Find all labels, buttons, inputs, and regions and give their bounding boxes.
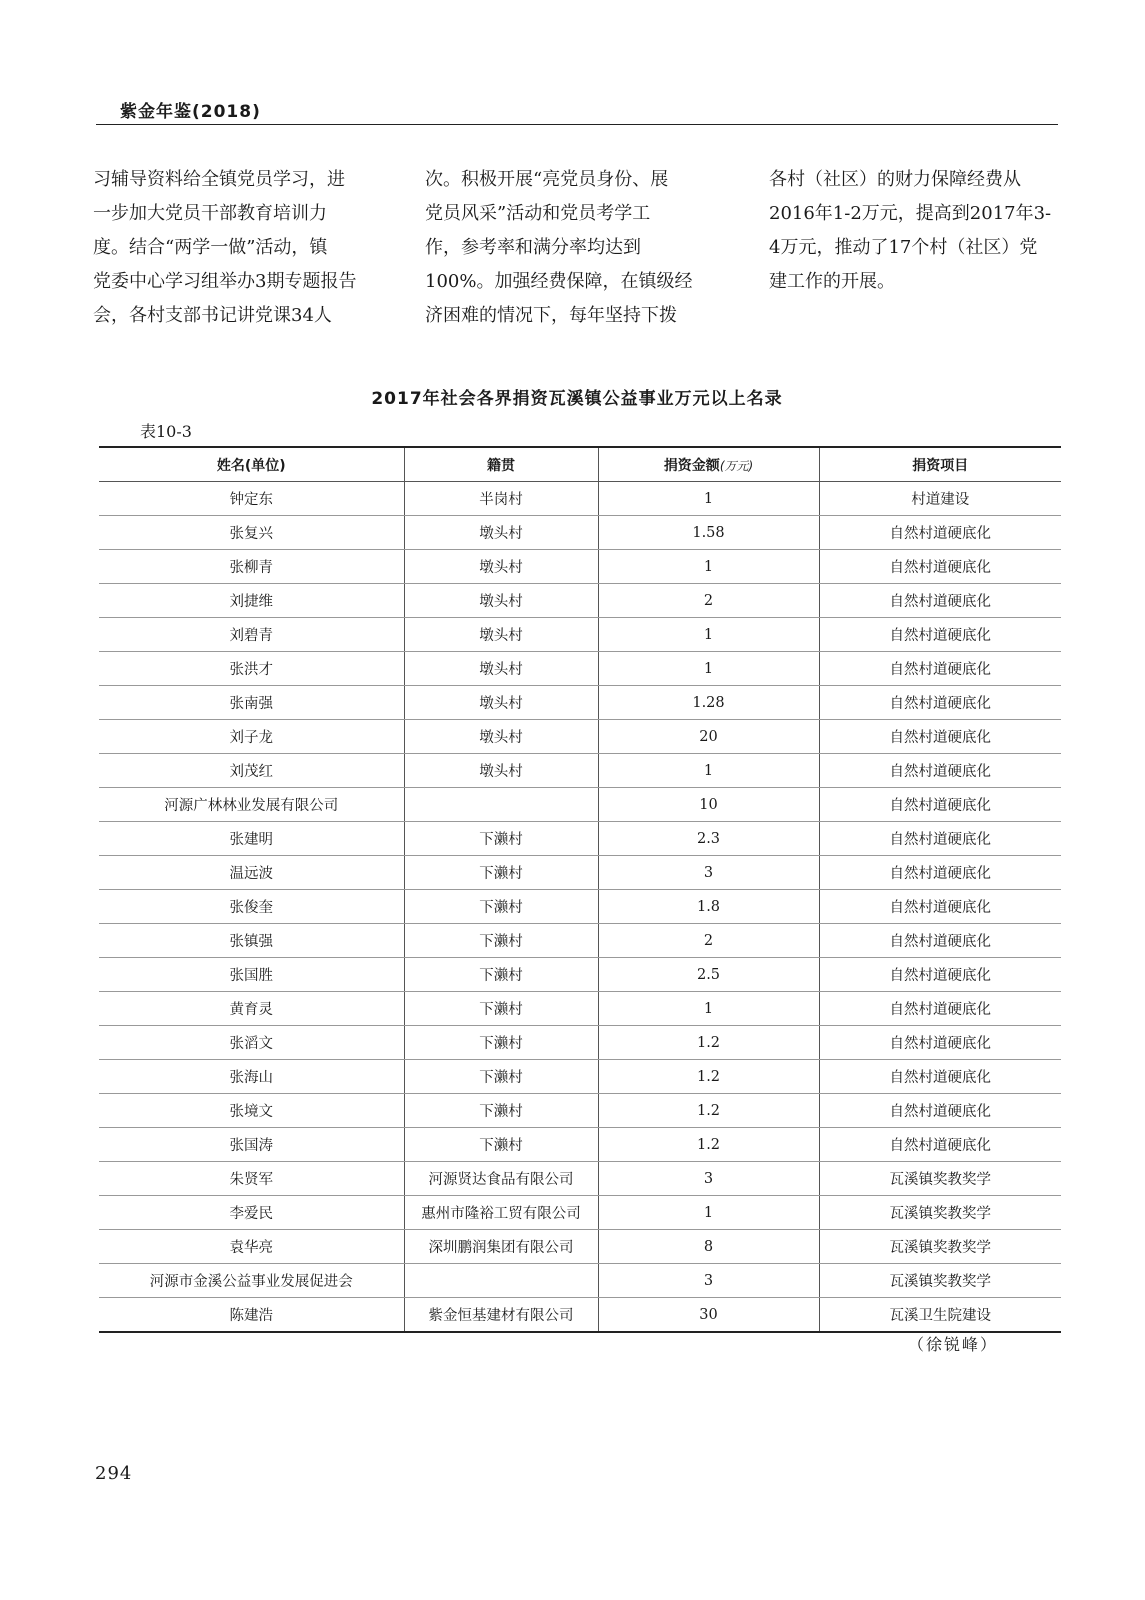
table-row	[99, 1196, 1061, 1230]
table-row	[99, 1298, 1061, 1333]
cell-amount: 1	[598, 652, 819, 686]
cell-project: 自然村道硬底化	[819, 516, 1061, 550]
body-text-column-3: 各村（社区）的财力保障经费从 2016年1-2万元，提高到2017年3- 4万元，推动了17个村（社区）党 建工作的开展。	[769, 169, 1052, 292]
table-row	[99, 890, 1061, 924]
cell-project: 自然村道硬底化	[819, 584, 1061, 618]
cell-name: 河源广林林业发展有限公司	[99, 788, 404, 822]
cell-amount: 1	[598, 1196, 819, 1230]
table-title: 2017年社会各界捐资瓦溪镇公益事业万元以上名录	[371, 389, 783, 409]
cell-project: 瓦溪镇奖教奖学	[819, 1264, 1061, 1298]
header-amount-label: 捐资金额	[663, 457, 720, 474]
table-body	[99, 482, 1061, 1333]
cell-origin: 墩头村	[404, 720, 598, 754]
cell-project: 自然村道硬底化	[819, 822, 1061, 856]
donation-table	[99, 446, 1061, 1333]
cell-origin: 下濑村	[404, 958, 598, 992]
cell-name: 张滔文	[99, 1026, 404, 1060]
cell-project: 瓦溪镇奖教奖学	[819, 1196, 1061, 1230]
header-amount	[598, 447, 819, 482]
cell-amount: 2.5	[598, 958, 819, 992]
cell-project: 自然村道硬底化	[819, 550, 1061, 584]
table-row	[99, 482, 1061, 516]
cell-project: 自然村道硬底化	[819, 686, 1061, 720]
table-row	[99, 788, 1061, 822]
cell-name: 张俊奎	[99, 890, 404, 924]
cell-project: 自然村道硬底化	[819, 1094, 1061, 1128]
table-row	[99, 618, 1061, 652]
cell-origin: 墩头村	[404, 754, 598, 788]
cell-project: 自然村道硬底化	[819, 924, 1061, 958]
cell-amount: 30	[598, 1298, 819, 1333]
table-row	[99, 1162, 1061, 1196]
table-row	[99, 822, 1061, 856]
header-name: 姓名(单位)	[99, 447, 404, 482]
cell-origin: 下濑村	[404, 1026, 598, 1060]
cell-origin: 紫金恒基建材有限公司	[404, 1298, 598, 1333]
cell-amount: 3	[598, 1264, 819, 1298]
cell-amount: 1	[598, 482, 819, 516]
table-row	[99, 550, 1061, 584]
table-row	[99, 1230, 1061, 1264]
cell-amount: 2.3	[598, 822, 819, 856]
cell-name: 袁华亮	[99, 1230, 404, 1264]
page-number: 294	[95, 1463, 133, 1484]
cell-name: 张海山	[99, 1060, 404, 1094]
cell-origin: 下濑村	[404, 992, 598, 1026]
table-row	[99, 754, 1061, 788]
cell-origin: 墩头村	[404, 652, 598, 686]
cell-name: 刘子龙	[99, 720, 404, 754]
table-row	[99, 992, 1061, 1026]
table-row	[99, 720, 1061, 754]
cell-project: 村道建设	[819, 482, 1061, 516]
cell-project: 自然村道硬底化	[819, 856, 1061, 890]
table-row	[99, 516, 1061, 550]
cell-amount: 2	[598, 584, 819, 618]
cell-name: 刘碧青	[99, 618, 404, 652]
cell-name: 朱贤军	[99, 1162, 404, 1196]
cell-name: 张建明	[99, 822, 404, 856]
cell-origin: 半岗村	[404, 482, 598, 516]
cell-project: 自然村道硬底化	[819, 1026, 1061, 1060]
cell-project: 自然村道硬底化	[819, 1060, 1061, 1094]
body-text-column-2: 次。积极开展“亮党员身份、展 党员风采”活动和党员考学工 作，参考率和满分率均达到 100%。加强经费保障，在镇级经 济困难的情况下，每年坚持下拨	[425, 169, 693, 326]
cell-amount: 8	[598, 1230, 819, 1264]
cell-project: 自然村道硬底化	[819, 1128, 1061, 1162]
cell-origin: 深圳鹏润集团有限公司	[404, 1230, 598, 1264]
cell-name: 张洪才	[99, 652, 404, 686]
cell-amount: 1	[598, 754, 819, 788]
cell-amount: 1	[598, 992, 819, 1026]
cell-project: 自然村道硬底化	[819, 992, 1061, 1026]
header-origin: 籍贯	[404, 447, 598, 482]
cell-origin: 下濑村	[404, 890, 598, 924]
cell-name: 温远波	[99, 856, 404, 890]
table-header-row	[99, 447, 1061, 482]
cell-amount: 20	[598, 720, 819, 754]
author-credit: （徐锐峰）	[908, 1335, 999, 1354]
cell-amount: 2	[598, 924, 819, 958]
header-amount-unit: (万元)	[719, 458, 754, 473]
cell-project: 自然村道硬底化	[819, 958, 1061, 992]
cell-name: 张国胜	[99, 958, 404, 992]
header-project: 捐资项目	[819, 447, 1061, 482]
cell-name: 刘捷维	[99, 584, 404, 618]
table-row	[99, 584, 1061, 618]
cell-name: 河源市金溪公益事业发展促进会	[99, 1264, 404, 1298]
table-row	[99, 1060, 1061, 1094]
table-row	[99, 1264, 1061, 1298]
cell-project: 瓦溪镇奖教奖学	[819, 1230, 1061, 1264]
table-row	[99, 958, 1061, 992]
cell-name: 张复兴	[99, 516, 404, 550]
cell-name: 刘茂红	[99, 754, 404, 788]
cell-project: 自然村道硬底化	[819, 720, 1061, 754]
cell-amount: 10	[598, 788, 819, 822]
cell-project: 自然村道硬底化	[819, 652, 1061, 686]
cell-origin	[404, 788, 598, 822]
table-row	[99, 856, 1061, 890]
cell-origin: 下濑村	[404, 1060, 598, 1094]
cell-project: 自然村道硬底化	[819, 788, 1061, 822]
table-row	[99, 1128, 1061, 1162]
cell-origin: 下濑村	[404, 856, 598, 890]
cell-project: 瓦溪镇奖教奖学	[819, 1162, 1061, 1196]
running-header-title: 紫金年鉴(2018)	[120, 102, 261, 122]
table-row	[99, 924, 1061, 958]
cell-origin: 墩头村	[404, 584, 598, 618]
table-row	[99, 1026, 1061, 1060]
cell-origin: 墩头村	[404, 686, 598, 720]
cell-amount: 1.2	[598, 1094, 819, 1128]
body-text-column-1: 习辅导资料给全镇党员学习，进 一步加大党员干部教育培训力 度。结合“两学一做”活动，镇 党委中心学习组举办3期专题报告 会，各村支部书记讲党课34人	[93, 169, 357, 326]
cell-name: 张南强	[99, 686, 404, 720]
cell-amount: 3	[598, 856, 819, 890]
table-row	[99, 686, 1061, 720]
cell-origin: 下濑村	[404, 822, 598, 856]
cell-origin: 墩头村	[404, 516, 598, 550]
cell-project: 瓦溪卫生院建设	[819, 1298, 1061, 1333]
table-label: 表10-3	[140, 422, 192, 441]
cell-project: 自然村道硬底化	[819, 890, 1061, 924]
cell-origin: 下濑村	[404, 1094, 598, 1128]
cell-name: 张国涛	[99, 1128, 404, 1162]
cell-origin	[404, 1264, 598, 1298]
cell-project: 自然村道硬底化	[819, 618, 1061, 652]
cell-name: 张镇强	[99, 924, 404, 958]
cell-origin: 墩头村	[404, 550, 598, 584]
cell-amount: 3	[598, 1162, 819, 1196]
cell-amount: 1.2	[598, 1128, 819, 1162]
table-row	[99, 1094, 1061, 1128]
cell-origin: 下濑村	[404, 1128, 598, 1162]
cell-name: 陈建浩	[99, 1298, 404, 1333]
cell-origin: 河源贤达食品有限公司	[404, 1162, 598, 1196]
cell-origin: 墩头村	[404, 618, 598, 652]
cell-amount: 1.2	[598, 1060, 819, 1094]
cell-name: 张柳青	[99, 550, 404, 584]
table-row	[99, 652, 1061, 686]
cell-origin: 惠州市隆裕工贸有限公司	[404, 1196, 598, 1230]
cell-amount: 1.8	[598, 890, 819, 924]
cell-origin: 下濑村	[404, 924, 598, 958]
cell-amount: 1.2	[598, 1026, 819, 1060]
cell-name: 黄育灵	[99, 992, 404, 1026]
cell-amount: 1	[598, 618, 819, 652]
cell-amount: 1	[598, 550, 819, 584]
cell-amount: 1.28	[598, 686, 819, 720]
cell-amount: 1.58	[598, 516, 819, 550]
header-divider	[96, 124, 1058, 125]
cell-name: 李爱民	[99, 1196, 404, 1230]
cell-name: 张境文	[99, 1094, 404, 1128]
cell-project: 自然村道硬底化	[819, 754, 1061, 788]
cell-name: 钟定东	[99, 482, 404, 516]
